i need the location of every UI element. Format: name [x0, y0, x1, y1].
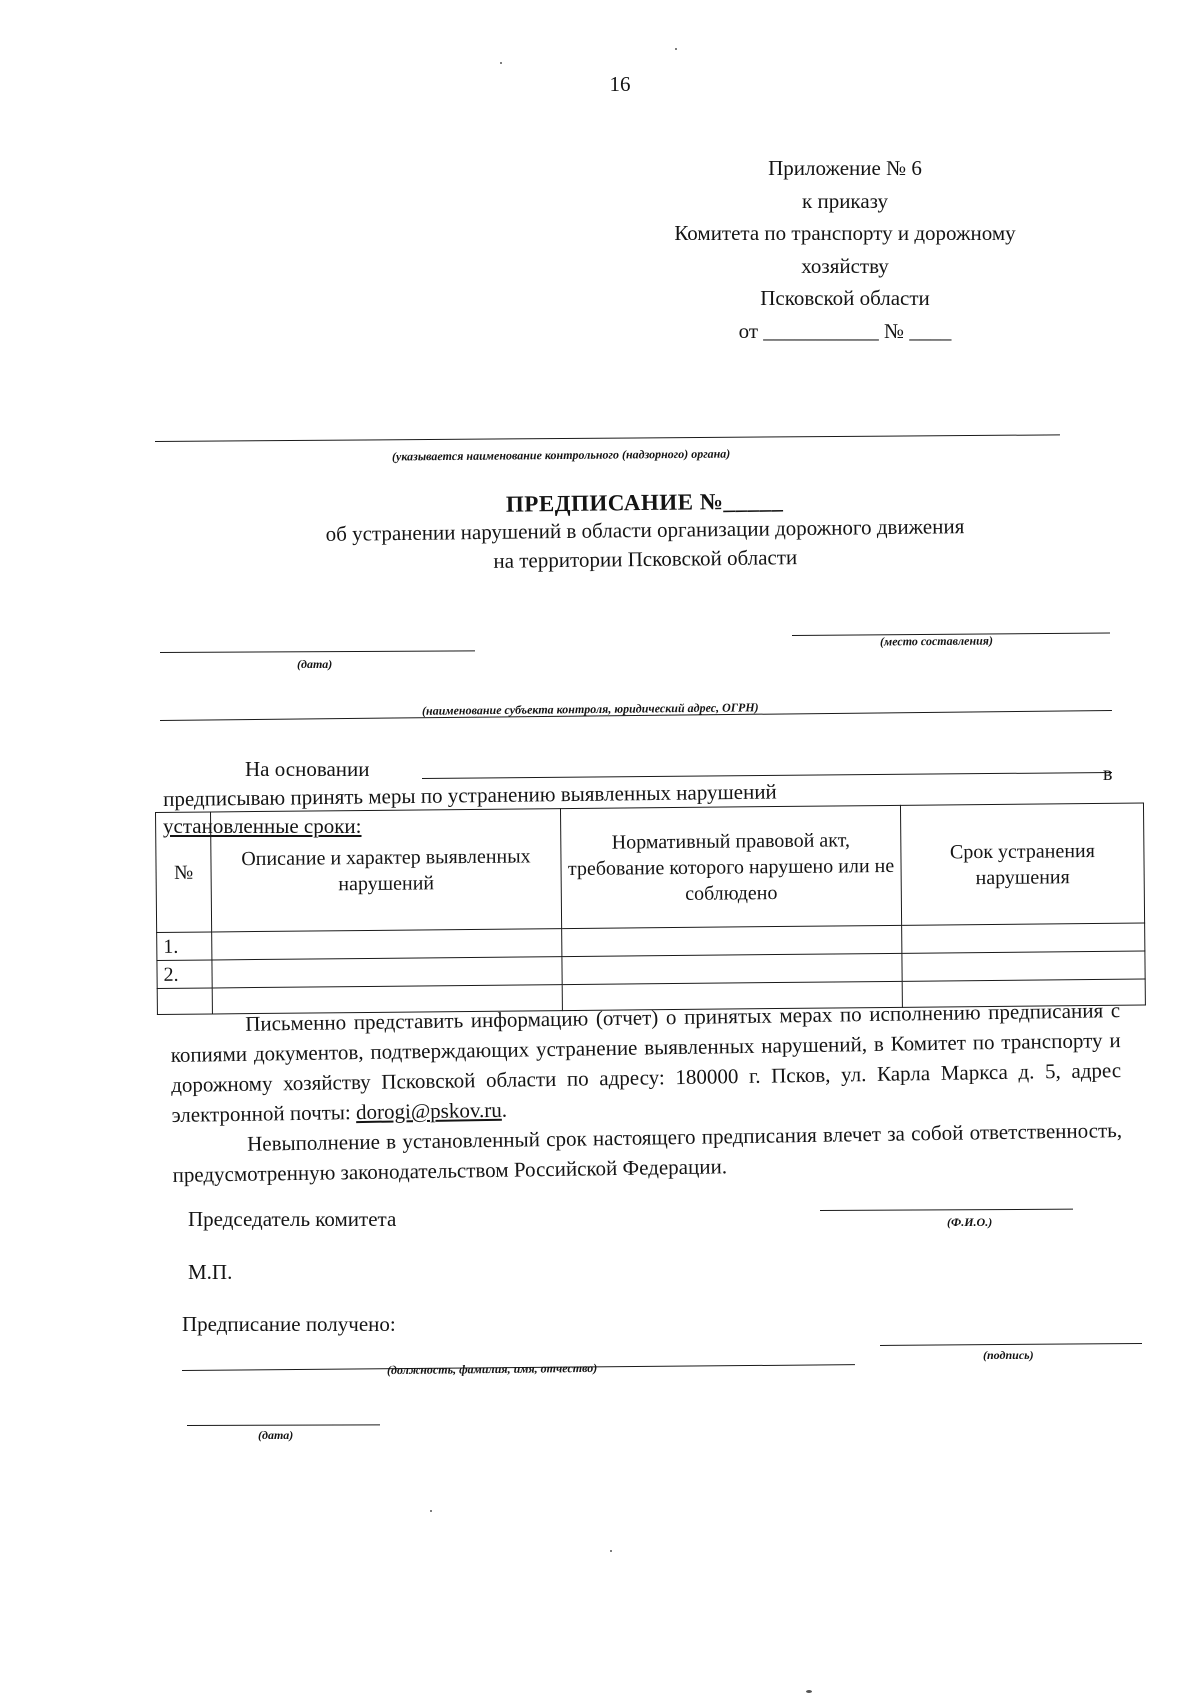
report-paragraph — [170, 995, 1122, 1130]
basis-trailing: в — [1103, 763, 1113, 785]
table-cell[interactable] — [562, 953, 902, 984]
table-cell[interactable] — [212, 957, 562, 988]
authority-caption: (указывается наименование контрольного (надзорного) органа) — [391, 446, 731, 464]
scan-speck — [675, 48, 677, 50]
report-paragraph-text: Письменно представить информацию (отчет) о принятых мерах по исполнению предписания с копиями документов, подтверждающих устранение выявленных нарушений, в Комитет по транспорту и дорожному хозяйству Псковской области по адресу: 180000 г. Псков, ул. Карла Маркса д. 5, адрес электронной почты: — [170, 998, 1122, 1127]
fio-caption: (Ф.И.О.) — [947, 1215, 993, 1229]
violations-table — [155, 803, 1146, 1015]
appendix-line: хозяйству — [801, 253, 889, 278]
signature-line — [880, 1343, 1142, 1346]
appendix-line: от ___________ № ____ — [738, 318, 952, 343]
basis-line — [422, 772, 1112, 779]
row-number: 2. — [157, 960, 212, 989]
signature-caption: (подпись) — [983, 1348, 1034, 1362]
scan-speck — [430, 1510, 432, 1512]
appendix-line: Псковской области — [760, 286, 930, 310]
title-subline: на территории Псковской области — [493, 545, 798, 573]
chairman-label: Председатель комитета — [188, 1207, 397, 1231]
place-caption: (место составления) — [879, 633, 993, 649]
scan-speck — [500, 62, 502, 64]
table-cell[interactable] — [212, 929, 562, 960]
email-link[interactable]: dorogi@pskov.ru — [355, 1097, 502, 1125]
title-subline: об устранении нарушений в области организации дорожного движения — [325, 514, 965, 546]
appendix-line: Комитета по транспорту и дорожному — [674, 221, 1016, 245]
scan-speck — [610, 1550, 612, 1552]
header-legal-act: Нормативный правовой акт, требование которого нарушено или не соблюдено — [560, 805, 901, 928]
subject-caption: (наименование субъекта контроля, юридический адрес, ОГРН) — [421, 700, 759, 718]
seal-label: М.П. — [188, 1260, 233, 1284]
header-deadline: Срок устранения нарушения — [900, 803, 1144, 925]
header-description: Описание и характер выявленных нарушений — [211, 809, 562, 932]
recipient-caption: (должность, фамилия, имя, отчество) — [386, 1360, 598, 1378]
appendix-line: Приложение № 6 — [768, 156, 922, 180]
appendix-line: к приказу — [802, 188, 888, 213]
date-line — [160, 650, 475, 653]
table-cell[interactable] — [902, 923, 1145, 953]
report-paragraph-end: . — [501, 1097, 508, 1122]
basis-label: На основании — [245, 757, 370, 781]
table-cell[interactable] — [902, 951, 1145, 981]
fio-line — [820, 1209, 1073, 1211]
table-cell[interactable] — [562, 925, 902, 956]
liability-paragraph: Невыполнение в установленный срок настоящего предписания влечет за собой ответственность, предусмотренную законодательством Российской Федерации. — [172, 1118, 1123, 1187]
date-caption: (дата) — [297, 657, 333, 671]
basis-deadline-label: установленные сроки: — [163, 814, 362, 838]
header-number: № — [156, 812, 212, 933]
received-label: Предписание получено: — [182, 1312, 396, 1336]
title-block — [150, 484, 1141, 580]
table-header-row — [156, 803, 1145, 932]
instructions-text — [170, 995, 1123, 1190]
basis-text: предписываю принять меры по устранению выявленных нарушений — [163, 779, 777, 811]
received-date-caption: (дата) — [258, 1428, 294, 1442]
row-number: 1. — [157, 932, 212, 961]
document-title: ПРЕДПИСАНИЕ №_____ — [505, 488, 784, 517]
received-date-line — [187, 1424, 380, 1426]
authority-line — [155, 434, 1060, 442]
page-number: 16 — [609, 72, 631, 96]
appendix-block — [640, 152, 1050, 347]
scan-speck — [806, 1690, 812, 1693]
